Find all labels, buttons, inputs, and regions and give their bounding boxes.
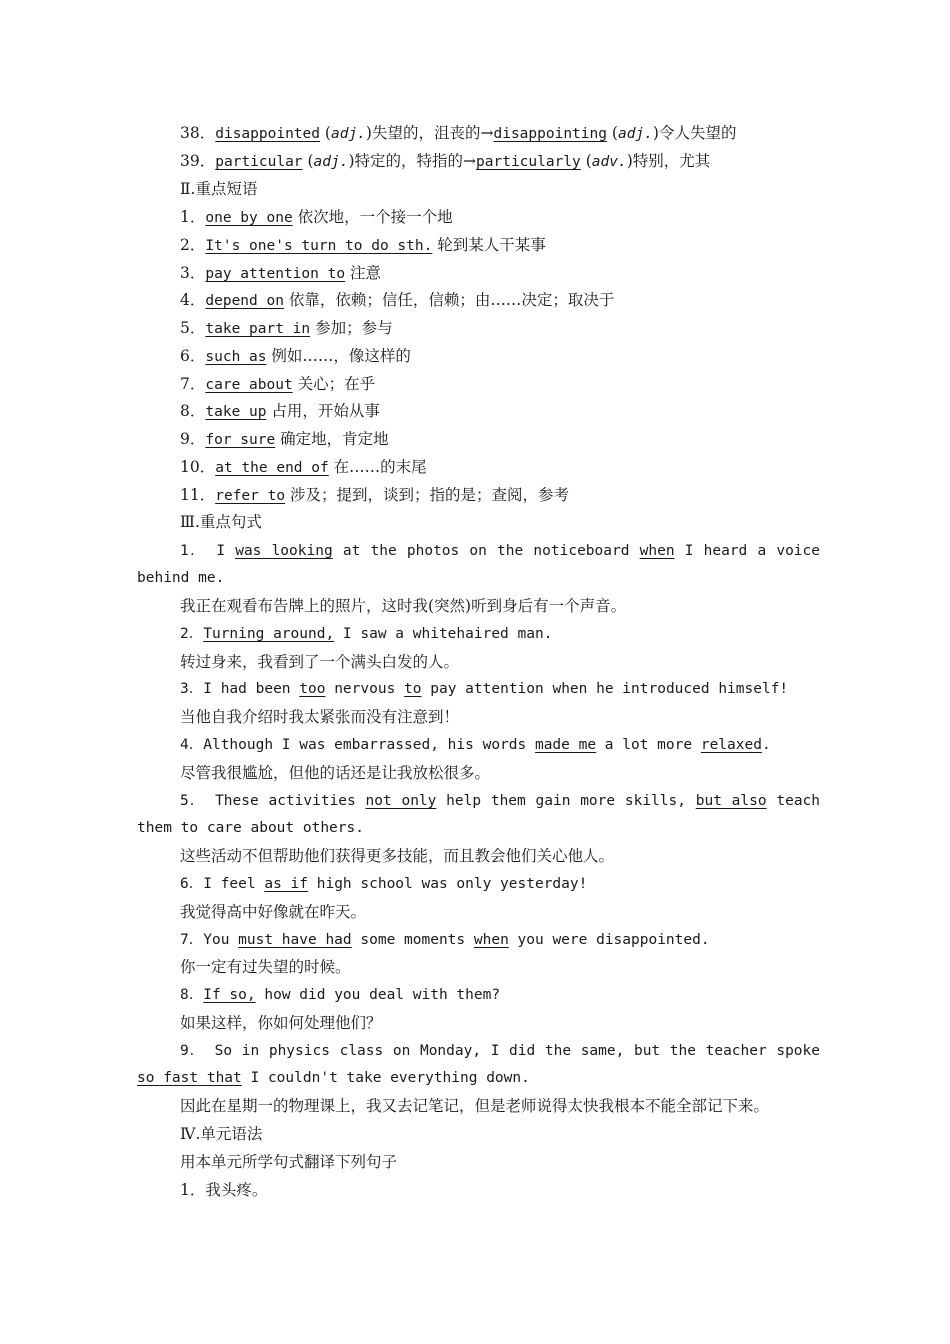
sentence-english: 6．I feel as if high school was only yesterday! [180,876,588,892]
sentence-translation: 我正在观看布告牌上的照片，这时我(突然)听到身后有一个声音。 [180,597,627,615]
exercise-item: 1．我头疼。 [180,1181,268,1199]
sentence-english: 3．I had been too nervous to pay attention when he introduced himself! [180,681,789,697]
phrase-item: 9．for sure 确定地，肯定地 [180,430,389,448]
part-of-speech: adv. [591,154,627,170]
phrase-text: such as [205,349,267,365]
sentence-english-continued: so fast that I couldn't take everything down. [137,1070,530,1086]
phrase-meaning: 占用，开始从事 [266,402,380,420]
derived-word: disappointing [493,126,607,142]
phrase-item: 6．such as 例如……，像这样的 [180,347,411,365]
phrase-item: 10．at the end of 在……的末尾 [180,458,427,476]
phrase-text: refer to [215,488,286,504]
phrase-item: 1．one by one 依次地，一个接一个地 [180,208,453,226]
sentence-english: 1． I was looking at the photos on the noticeboard when I heard a voice [180,543,820,559]
phrase-text: for sure [205,432,276,448]
sentence-translation: 当他自我介绍时我太紧张而没有注意到！ [180,708,460,726]
sentence-english-continued: behind me. [137,570,225,586]
phrase-meaning: 依靠，依赖；信任，信赖；由……决定；取决于 [283,291,615,309]
phrase-item: 11．refer to 涉及；提到，谈到；指的是；查阅，参考 [180,486,570,504]
phrase-text: take part in [205,321,311,337]
vocab-word: disappointed [215,126,320,142]
phrase-text: one by one [205,210,293,226]
sentence-translation: 尽管我很尴尬，但他的话还是让我放松很多。 [180,764,491,782]
sentence-english: 4．Although I was embarrassed, his words made me a lot more relaxed. [180,737,771,753]
vocab-word: particular [215,154,303,170]
phrase-meaning: 关心；在乎 [292,375,376,393]
vocab-meaning: 失望的，沮丧的 [371,124,481,142]
sentence-english: 9． So in physics class on Monday, I did the same, but the teacher spoke [180,1043,820,1059]
phrase-item: 7．care about 关心；在乎 [180,375,376,393]
sentence-translation: 你一定有过失望的时候。 [180,958,351,976]
part-of-speech: adj. [330,126,366,142]
section-heading-sentences: Ⅲ.重点句式 [180,513,262,531]
vocab-meaning: 特定的，特指的 [354,152,464,170]
phrase-meaning: 注意 [345,264,381,282]
sentence-translation: 这些活动不但帮助他们获得更多技能，而且教会他们关心他人。 [180,847,615,865]
phrase-item: 4．depend on 依靠，依赖；信任，信赖；由……决定；取决于 [180,291,615,309]
sentence-english: 2．Turning around, I saw a whitehaired man. [180,626,553,642]
sentence-translation: 如果这样，你如何处理他们？ [180,1014,382,1032]
phrase-item: 2．It's one's turn to do sth. 轮到某人干某事 [180,236,546,254]
phrase-meaning: 在……的末尾 [328,458,427,476]
sentence-translation: 我觉得高中好像就在昨天。 [180,903,367,921]
sentence-english-continued: them to care about others. [137,820,364,836]
phrase-meaning: 参加；参与 [310,319,393,337]
sentence-translation: 因此在星期一的物理课上，我又去记笔记，但是老师说得太快我根本不能全部记下来。 [180,1097,770,1115]
phrase-text: at the end of [215,460,329,476]
phrase-meaning: 确定地，肯定地 [275,430,389,448]
section-heading-phrases: Ⅱ.重点短语 [180,180,258,198]
section-heading-grammar: Ⅳ.单元语法 [180,1125,263,1143]
phrase-meaning: 轮到某人干某事 [432,236,546,254]
phrase-item: 5．take part in 参加；参与 [180,319,393,337]
phrase-text: take up [205,404,267,420]
sentence-english: 8．If so, how did you deal with them? [180,987,501,1003]
sentence-english: 5． These activities not only help them gain more skills, but also teach [180,793,821,809]
exercise-instruction: 用本单元所学句式翻译下列句子 [180,1153,398,1171]
sentence-translation: 转过身来，我看到了一个满头白发的人。 [180,653,460,671]
derived-meaning: 特别，尤其 [632,152,711,170]
phrase-meaning: 依次地，一个接一个地 [292,208,453,226]
phrase-meaning: 例如……，像这样的 [266,347,411,365]
part-of-speech: adj. [313,154,349,170]
derived-meaning: 令人失望的 [658,124,737,142]
part-of-speech: adj. [617,126,653,142]
phrase-text: care about [205,377,293,393]
phrase-text: pay attention to [205,266,346,282]
arrow-icon: → [463,152,477,170]
phrase-text: depend on [205,293,284,309]
derived-word: particularly [476,154,581,170]
vocab-item-39: 39．particular (adj.)特定的，特指的→particularly (adv.)特别，尤其 [180,152,711,170]
vocab-item-38: 38．disappointed (adj.)失望的，沮丧的→disappointing (adj.)令人失望的 [180,124,737,142]
phrase-item: 3．pay attention to 注意 [180,264,381,282]
arrow-icon: → [480,124,494,142]
phrase-meaning: 涉及；提到，谈到；指的是；查阅，参考 [285,486,570,504]
item-number: 38． [180,124,216,142]
sentence-english: 7．You must have had some moments when you were disappointed. [180,932,710,948]
phrase-item: 8．take up 占用，开始从事 [180,402,380,420]
phrase-text: It's one's turn to do sth. [205,238,433,254]
item-number: 39． [180,152,216,170]
